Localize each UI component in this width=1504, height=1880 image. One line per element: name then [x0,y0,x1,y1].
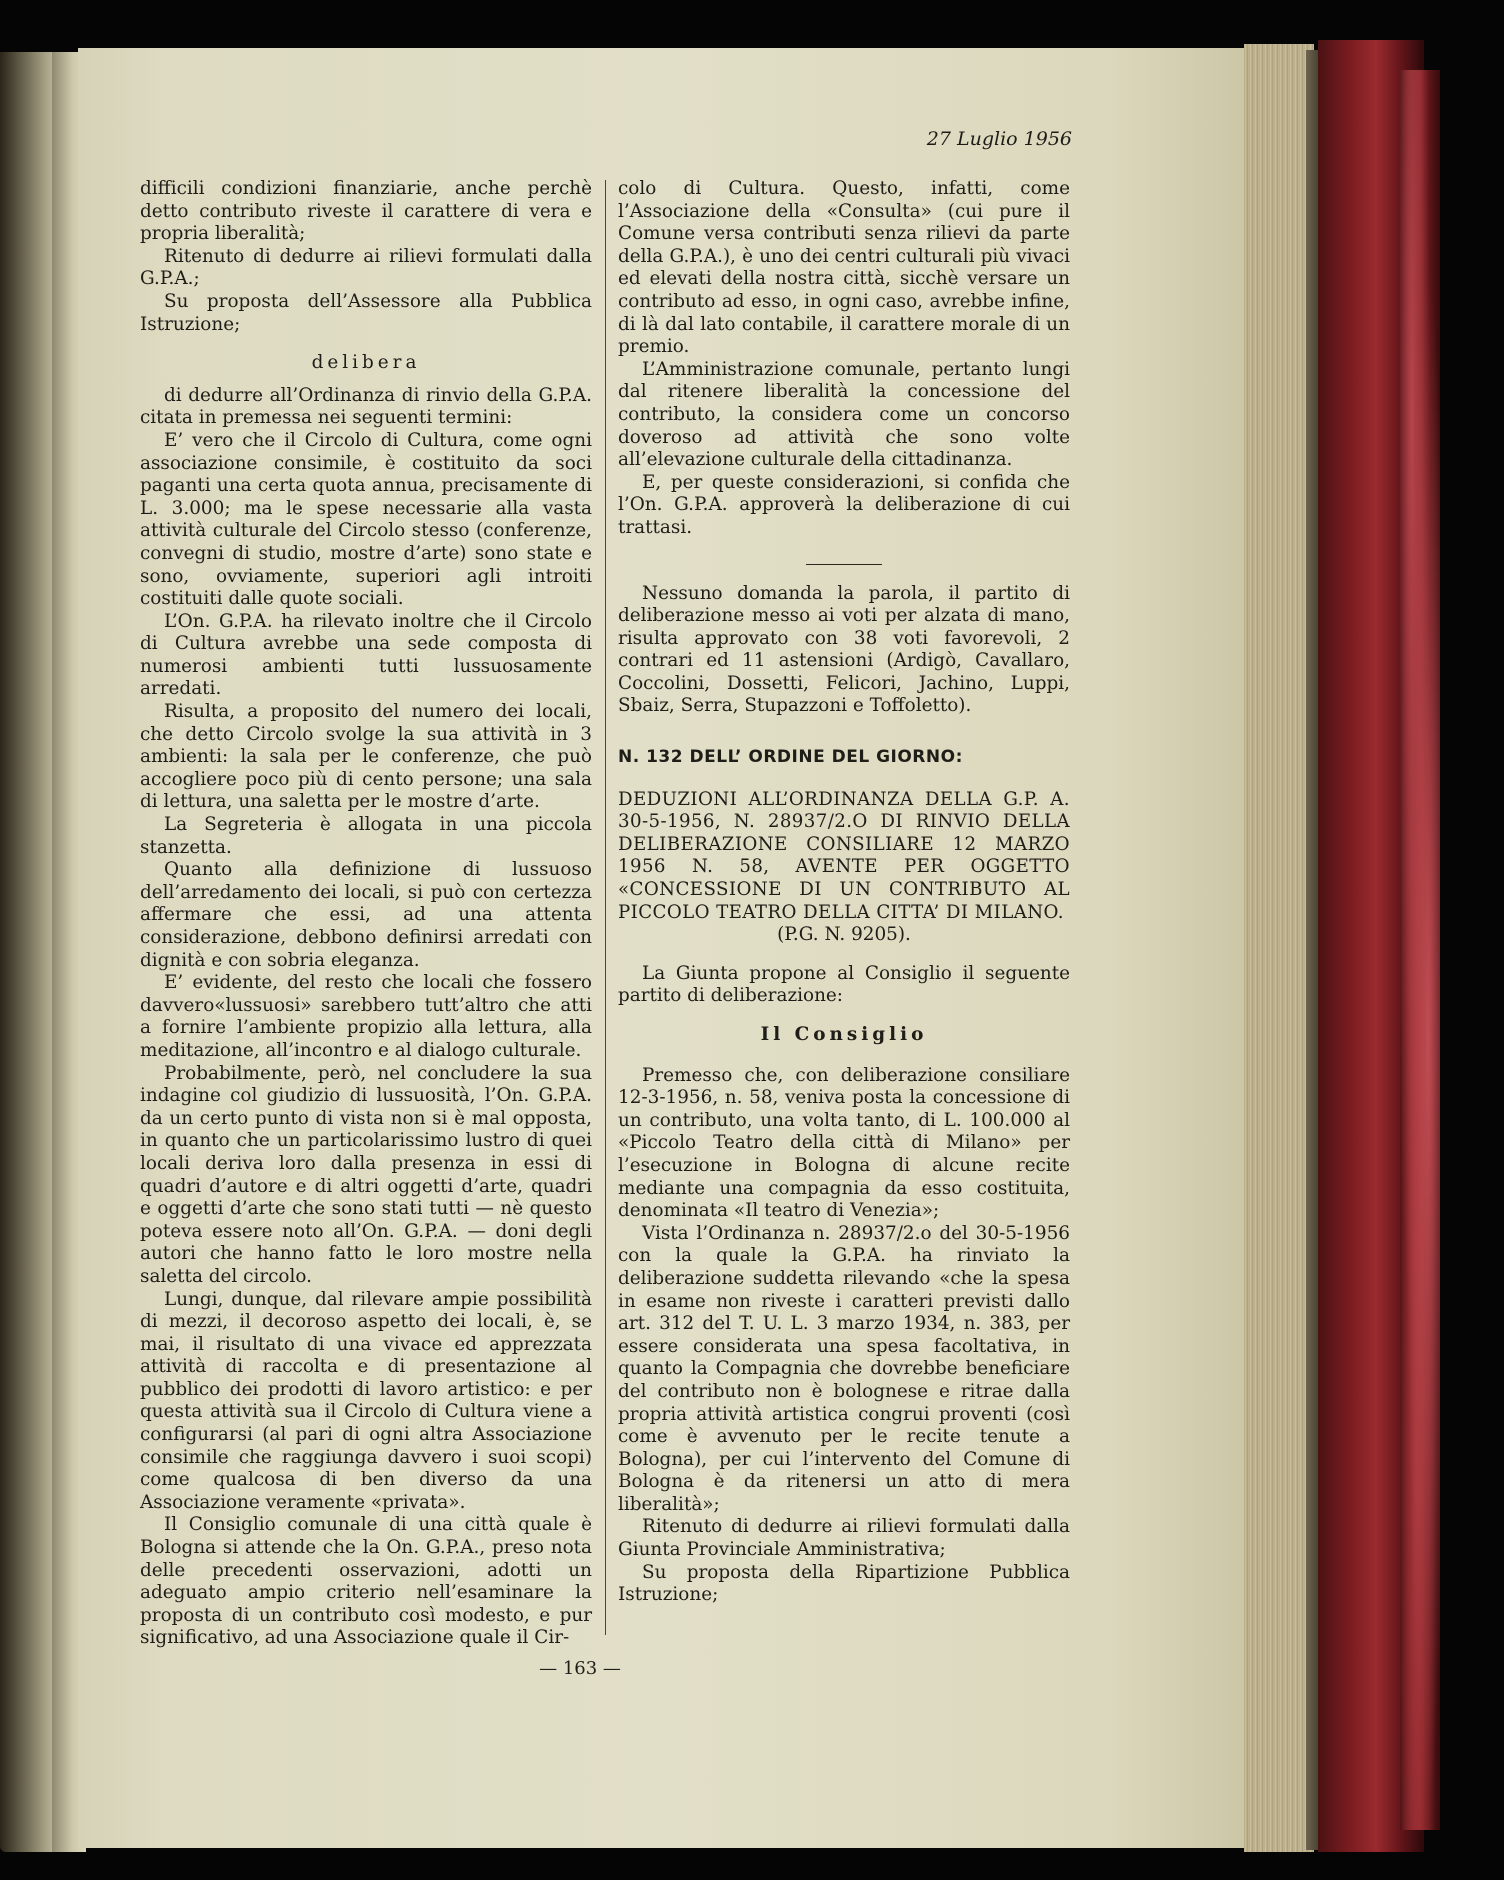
paragraph: Ritenuto di dedurre ai rilievi formulati dalla G.P.A.; [140,245,592,290]
paragraph: Ritenuto di dedurre ai rilievi formulati dalla Giunta Provinciale Amministrativa; [618,1516,1070,1561]
paragraph: Su proposta della Ripartizione Pubblica Istruzione; [618,1561,1070,1606]
paragraph: Il Consiglio comunale di una città quale è Bologna si attende che la On. G.P.A., preso nota delle precedenti osservazioni, adotti un adeguato ampio criterio nell’esaminare la proposta di un contributo così modesto, e pur significativo, ad una Associazione quale il Cir- [140,1514,592,1649]
spacer [618,947,1070,963]
page-number: — 163 — [539,1658,621,1679]
agenda-item-title: DEDUZIONI ALL’ORDINANZA DELLA G.P. A. 30-5-1956, N. 28937/2.O DI RINVIO DELLA DELIBERAZIONE CONSILIARE 12 MARZO 1956 N. 58, AVENTE PER OGGETTO «CONCESSIONE DI UN CONTRIBUTO AL PICCOLO TEATRO DELLA CITTA’ DI MILANO. [618,788,1070,923]
paragraph: difficili condizioni finanziarie, anche perchè detto contributo riveste il carattere di vera e propria liberalità; [140,178,592,245]
paragraph: La Giunta propone al Consiglio il seguente partito di deliberazione: [618,962,1070,1007]
paragraph: E’ vero che il Circolo di Cultura, come ogni associazione consimile, è costituito da soci paganti una certa quota annua, precisamente di L. 3.000; ma le spese necessarie alla vasta attività culturale del Circolo stesso (conferenze, convegni di studio, mostre d’arte) sono state e sono, ovviamente, superiori agli introiti costituiti dalle quote sociali. [140,429,592,610]
paragraph: E, per queste considerazioni, si confida che l’On. G.P.A. approverà la deliberazione di cui trattasi. [618,471,1070,538]
paragraph: Probabilmente, però, nel concludere la sua indagine col giudizio di lussuosità, l’On. G.P.A. da un certo punto di vista non si è mal opposta, in quanto che un particolarissimo lustro di quei locali deriva loro dalla presenza in essi di quadri d’autore e di altri oggetti d’arte, quadri e oggetti d’arte che sono stati tutti — nè questo poteva essere noto all’On. G.P.A. — doni degli autori che hanno fatto le loro mostre nella saletta del circolo. [140,1062,592,1287]
column-divider [605,180,606,1635]
paragraph: Risulta, a proposito del numero dei locali, che detto Circolo svolge la sua attività in 3 ambienti: la sala per le conferenze, che può accogliere poco più di cento persone; una sala di lettura, una saletta per le mostre d’arte. [140,701,592,813]
left-column [140,178,592,1650]
section-rule [806,564,882,565]
paragraph: La Segreteria è allogata in una piccola stanzetta. [140,814,592,858]
right-column [618,178,1070,1607]
header-date: 27 Luglio 1956 [926,128,1072,150]
paragraph: di dedurre all’Ordinanza di rinvio della G.P.A. citata in premessa nei seguenti termini: [140,384,592,429]
delibera-heading: delibera [311,352,421,374]
paragraph: Lungi, dunque, dal rilevare ampie possibilità di mezzi, il decoroso aspetto dei locali, è, se mai, il risultato di una vivace ed apprezzata attività di raccolta e di presentazione al pubblico dei prodotti di lavoro artistico: e per questa attività sua il Circolo di Cultura viene a configurarsi (al pari di ogni altra Associazione consimile che raggiunga davvero i suoi scopi) come qualcosa di ben diverso da una Associazione veramente «privata». [140,1288,592,1513]
paragraph: Su proposta dell’Assessore alla Pubblica Istruzione; [140,290,592,335]
paragraph: L’Amministrazione comunale, pertanto lungi dal ritenere liberalità la concessione del contributo, la considera come un concorso doveroso ad attività che sono volte all’elevazione culturale della cittadinanza. [618,358,1070,471]
paragraph: L’On. G.P.A. ha rilevato inoltre che il Circolo di Cultura avrebbe una sede composta di numerosi ambienti tutti lussuosamente arredati. [140,610,592,700]
agenda-item-heading: N. 132 DELL’ ORDINE DEL GIORNO: [618,747,963,768]
consiglio-heading: Il Consiglio [760,1024,928,1045]
left-page-edge [0,52,60,1852]
cover-marbling [1400,70,1440,1830]
paragraph: Quanto alla definizione di lussuoso dell’arredamento dei locali, si può con certezza affermare che essi, ad una attenta considerazione, debbono definirsi arredati con dignità e con sobria eleganza. [140,859,592,971]
paragraph: Nessuno domanda la parola, il partito di deliberazione messo ai voti per alzata di mano, risulta approvato con 38 voti favorevoli, 2 contrari ed 11 astensioni (Ardigò, Cavallaro, Coccolini, Dossetti, Felicori, Jachino, Luppi, Sbaiz, Serra, Stupazzoni e Toffoletto). [618,582,1070,717]
reference-line: (P.G. N. 9205). [777,924,911,946]
paragraph: E’ evidente, del resto che locali che fossero davvero«lussuosi» sarebbero tutt’altro che atti a fornire l’ambiente propizio alla lettura, alla meditazione, all’incontro e al dialogo culturale. [140,972,592,1061]
paragraph: colo di Cultura. Questo, infatti, come l’Associazione della «Consulta» (cui pure il Comune versa contributi senza rilievi da parte della G.P.A.), è uno dei centri culturali più vivaci ed elevati della nostra città, sicchè versare un contributo ad esso, in ogni caso, avrebbe infine, di là dal lato contabile, il carattere morale di un premio. [618,178,1070,358]
paragraph: Vista l’Ordinanza n. 28937/2.o del 30-5-1956 con la quale la G.P.A. ha rinviato la deliberazione suddetta rilevando «che la spesa in esame non riveste i caratteri previsti dallo art. 312 del T. U. L. 3 marzo 1934, n. 383, per essere considerata una spesa facoltativa, in quanto la Compagnia che dovrebbe beneficiare del contributo non è bolognese e ritrae dalla propria attività artistica congrui proventi (così come è avvenuto per le recite tenute a Bologna), per cui l’intervento del Comune di Bologna è da ritenersi un atto di mera liberalità»; [618,1222,1070,1515]
paragraph: Premesso che, con deliberazione consiliare 12-3-1956, n. 58, veniva posta la concessione di un contributo, una volta tanto, di L. 100.000 al «Piccolo Teatro della città di Milano» per l’esecuzione in Bologna di alcune recite mediante una compagnia da esso costituita, denominata «Il teatro di Venezia»; [618,1064,1070,1222]
page-stack-edge [1244,44,1314,1852]
